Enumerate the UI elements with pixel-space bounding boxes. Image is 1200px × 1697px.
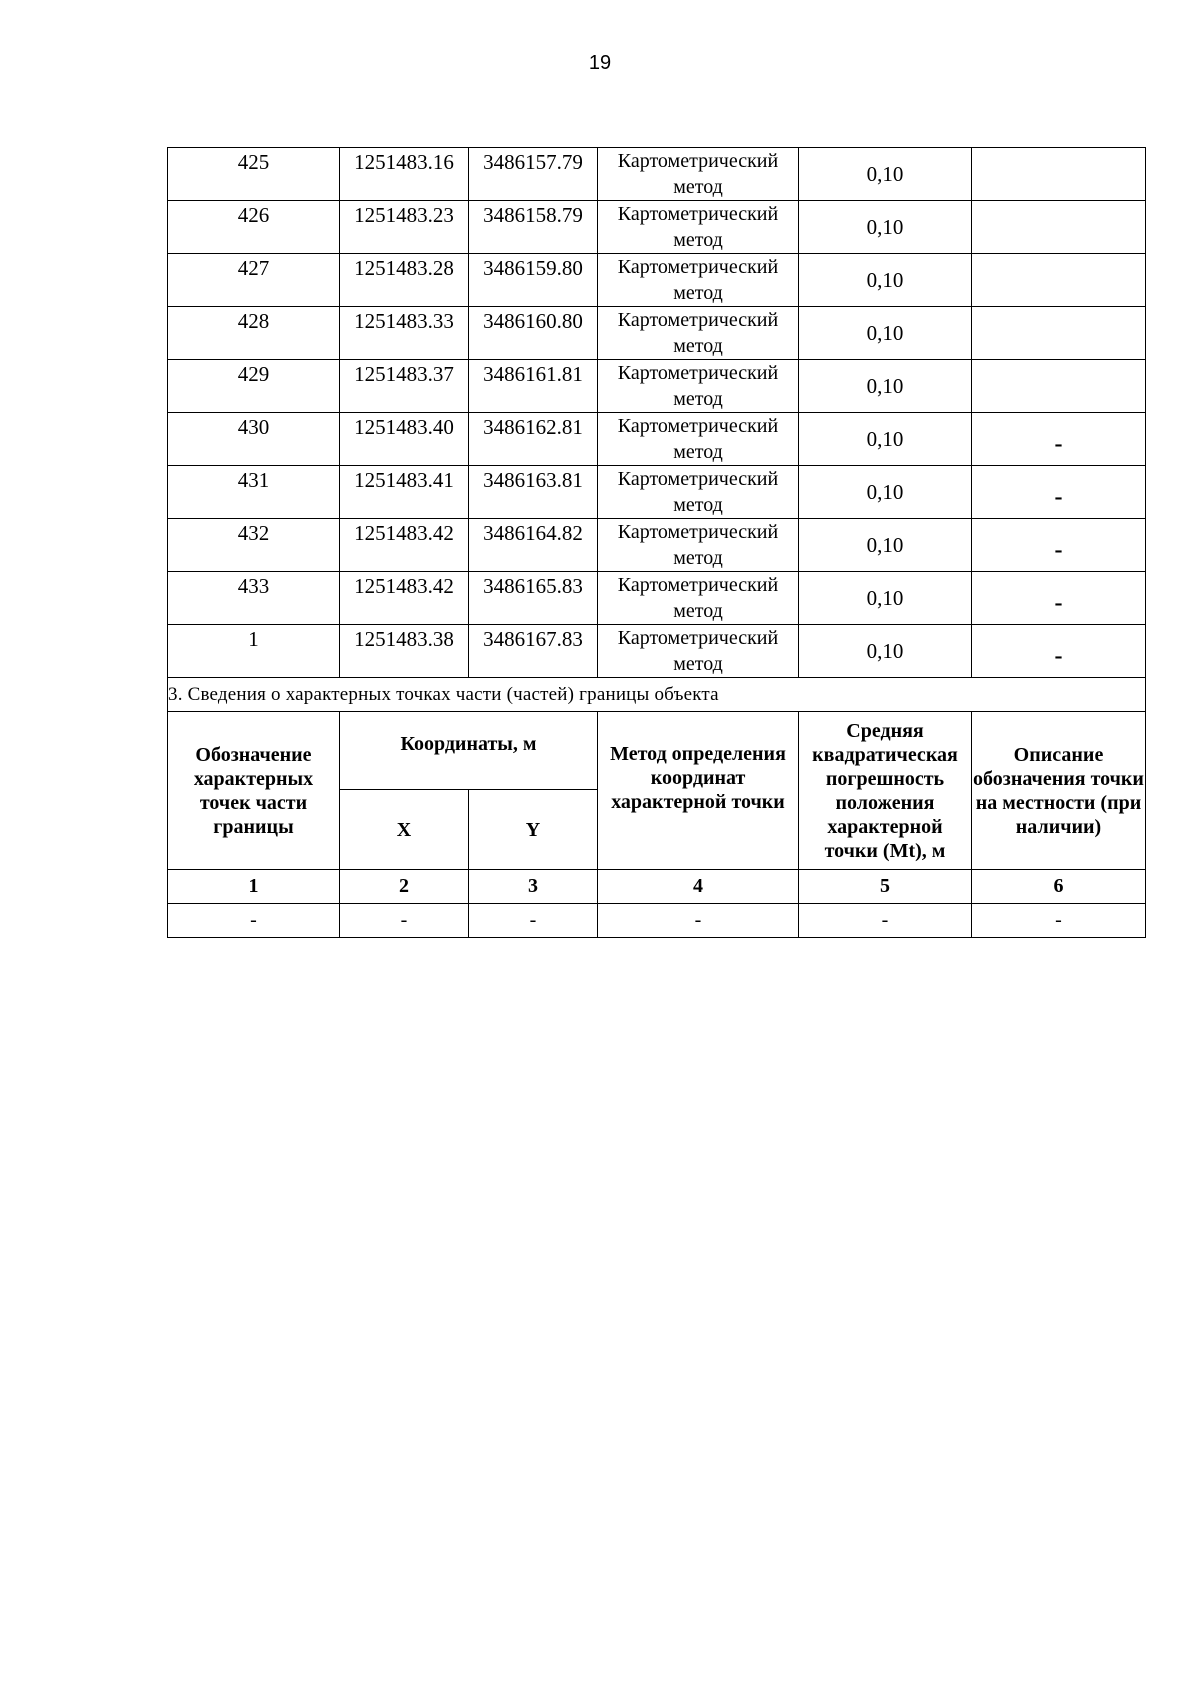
method-cell	[598, 148, 799, 201]
error-cell: 0,10	[799, 254, 972, 307]
description-cell	[972, 148, 1146, 201]
y-coordinate-cell: 3486159.80	[469, 254, 598, 307]
description-cell	[972, 307, 1146, 360]
x-coordinate-cell: 1251483.16	[340, 148, 469, 201]
header-error: Средняя квадратическая погрешность положения характерной точки (Mt), м	[799, 712, 972, 870]
error-cell: 0,10	[799, 307, 972, 360]
x-coordinate-cell: 1251483.40	[340, 413, 469, 466]
table-row	[168, 254, 1146, 307]
empty-cell: -	[168, 904, 340, 938]
section3-title-row	[168, 678, 1146, 712]
header-x: X	[340, 790, 469, 870]
error-cell: 0,10	[799, 466, 972, 519]
error-cell: 0,10	[799, 360, 972, 413]
method-line-1: Картометрический	[617, 521, 779, 543]
method-line-2: метод	[673, 494, 723, 516]
method-line-2: метод	[673, 600, 723, 622]
method-line-1: Картометрический	[617, 574, 779, 596]
header-coordinates: Координаты, м	[340, 712, 598, 790]
table-row	[168, 519, 1146, 572]
empty-cell: -	[469, 904, 598, 938]
method-line-2: метод	[673, 388, 723, 410]
x-coordinate-cell: 1251483.33	[340, 307, 469, 360]
method-line-2: метод	[673, 441, 723, 463]
y-coordinate-cell: 3486165.83	[469, 572, 598, 625]
points-table-body	[168, 148, 1146, 678]
x-coordinate-cell: 1251483.42	[340, 572, 469, 625]
x-coordinate-cell: 1251483.23	[340, 201, 469, 254]
column-number-row	[168, 870, 1146, 904]
column-number: 2	[340, 870, 469, 904]
method-cell	[598, 413, 799, 466]
point-number-cell: 429	[168, 360, 340, 413]
method-cell	[598, 466, 799, 519]
method-cell	[598, 307, 799, 360]
method-line-2: метод	[673, 282, 723, 304]
y-coordinate-cell: 3486160.80	[469, 307, 598, 360]
column-number: 3	[469, 870, 598, 904]
point-number-cell: 1	[168, 625, 340, 678]
description-cell: -	[972, 625, 1146, 678]
method-line-1: Картометрический	[617, 256, 779, 278]
y-coordinate-cell: 3486162.81	[469, 413, 598, 466]
method-cell	[598, 254, 799, 307]
method-line-1: Картометрический	[617, 415, 779, 437]
table-row	[168, 360, 1146, 413]
point-number-cell: 432	[168, 519, 340, 572]
empty-cell: -	[340, 904, 469, 938]
y-coordinate-cell: 3486163.81	[469, 466, 598, 519]
point-number-cell: 430	[168, 413, 340, 466]
y-coordinate-cell: 3486157.79	[469, 148, 598, 201]
table-row	[168, 466, 1146, 519]
table-row	[168, 413, 1146, 466]
method-line-1: Картометрический	[617, 309, 779, 331]
column-number: 6	[972, 870, 1146, 904]
header-point-designation: Обозначение характерных точек части границы	[168, 712, 340, 870]
x-coordinate-cell: 1251483.38	[340, 625, 469, 678]
method-line-2: метод	[673, 653, 723, 675]
table-row	[168, 201, 1146, 254]
description-cell	[972, 201, 1146, 254]
error-cell: 0,10	[799, 519, 972, 572]
table-row	[168, 572, 1146, 625]
description-cell: -	[972, 466, 1146, 519]
y-coordinate-cell: 3486161.81	[469, 360, 598, 413]
table-row	[168, 625, 1146, 678]
method-line-1: Картометрический	[617, 150, 779, 172]
page-number: 19	[588, 52, 612, 74]
header-method: Метод определения координат характерной точки	[598, 712, 799, 870]
method-line-2: метод	[673, 335, 723, 357]
y-coordinate-cell: 3486167.83	[469, 625, 598, 678]
section3-header-row-1	[168, 712, 1146, 790]
error-cell: 0,10	[799, 201, 972, 254]
method-line-1: Картометрический	[617, 362, 779, 384]
column-number: 4	[598, 870, 799, 904]
method-line-1: Картометрический	[617, 627, 779, 649]
description-cell	[972, 360, 1146, 413]
point-number-cell: 428	[168, 307, 340, 360]
empty-cell: -	[972, 904, 1146, 938]
table-row	[168, 148, 1146, 201]
coordinates-table	[167, 147, 1146, 938]
method-line-2: метод	[673, 176, 723, 198]
point-number-cell: 427	[168, 254, 340, 307]
point-number-cell: 426	[168, 201, 340, 254]
x-coordinate-cell: 1251483.37	[340, 360, 469, 413]
y-coordinate-cell: 3486164.82	[469, 519, 598, 572]
header-y: Y	[469, 790, 598, 870]
empty-cell: -	[598, 904, 799, 938]
empty-cell: -	[799, 904, 972, 938]
y-coordinate-cell: 3486158.79	[469, 201, 598, 254]
point-number-cell: 425	[168, 148, 340, 201]
section3-body	[168, 678, 1146, 938]
method-cell	[598, 201, 799, 254]
method-cell	[598, 360, 799, 413]
method-line-1: Картометрический	[617, 468, 779, 490]
error-cell: 0,10	[799, 625, 972, 678]
error-cell: 0,10	[799, 148, 972, 201]
table-row	[168, 307, 1146, 360]
method-line-1: Картометрический	[617, 203, 779, 225]
description-cell: -	[972, 572, 1146, 625]
point-number-cell: 431	[168, 466, 340, 519]
description-cell: -	[972, 519, 1146, 572]
description-cell: -	[972, 413, 1146, 466]
column-number: 5	[799, 870, 972, 904]
method-cell	[598, 625, 799, 678]
header-description: Описание обозначения точки на местности (при наличии)	[972, 712, 1146, 870]
column-number: 1	[168, 870, 340, 904]
x-coordinate-cell: 1251483.28	[340, 254, 469, 307]
method-cell	[598, 519, 799, 572]
x-coordinate-cell: 1251483.42	[340, 519, 469, 572]
empty-data-row	[168, 904, 1146, 938]
method-line-2: метод	[673, 229, 723, 251]
method-cell	[598, 572, 799, 625]
description-cell	[972, 254, 1146, 307]
x-coordinate-cell: 1251483.41	[340, 466, 469, 519]
method-line-2: метод	[673, 547, 723, 569]
point-number-cell: 433	[168, 572, 340, 625]
error-cell: 0,10	[799, 413, 972, 466]
error-cell: 0,10	[799, 572, 972, 625]
section3-title: 3. Сведения о характерных точках части (частей) границы объекта	[168, 678, 1146, 712]
